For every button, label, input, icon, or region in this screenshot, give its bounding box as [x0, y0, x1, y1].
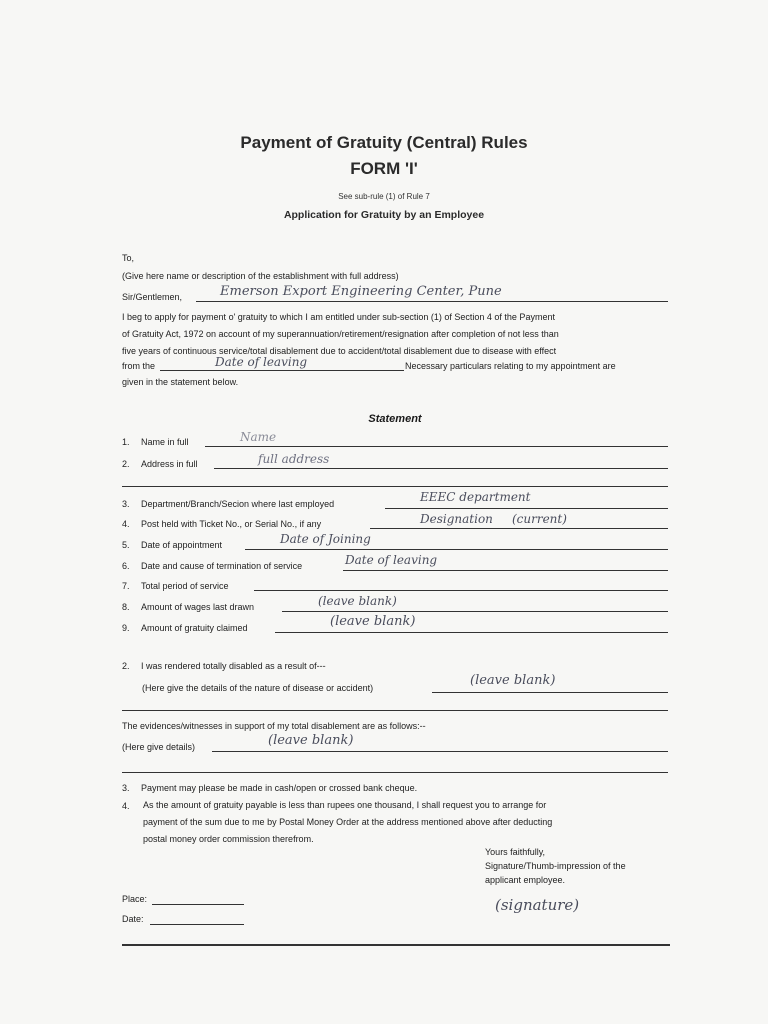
intro-paragraph: [122, 309, 559, 360]
department-value: EEEC department: [420, 490, 531, 504]
closing-item-4-line-3: postal money order commission therefrom.: [143, 834, 314, 844]
statement-item-1: 1. Name in full: [122, 437, 189, 447]
termination-value: Date of leaving: [345, 553, 438, 567]
address-line: [214, 468, 668, 469]
details-value: (leave blank): [268, 733, 354, 748]
disability-line: [432, 692, 668, 693]
post-line: [370, 528, 668, 529]
intro-line-5: given in the statement below.: [122, 377, 239, 387]
department-line: [385, 508, 668, 509]
disability-line-2: (Here give the details of the nature of disease or accident): [142, 683, 374, 693]
after-from-text: Necessary particulars relating to my appointment are: [405, 361, 616, 371]
appointment-line: [245, 549, 668, 550]
intro-line-2: of Gratuity Act, 1972 on account of my superannuation/retirement/resignation after completion of not less than: [122, 329, 559, 339]
statement-item-8: 8. Amount of wages last drawn: [122, 602, 255, 612]
from-label: from the: [122, 361, 156, 371]
disability-line-extra: [122, 710, 668, 711]
appointment-value: Date of Joining: [280, 532, 371, 546]
details-label: (Here give details): [122, 742, 196, 752]
evidence-text: The evidences/witnesses in support of my total disablement are as follows:--: [122, 721, 426, 731]
intro-line-3: five years of continuous service/total disablement due to accident/total disablement due to disease with effect: [122, 346, 557, 356]
establishment-value: Emerson Export Engineering Center, Pune: [220, 284, 502, 299]
establishment-line: [196, 301, 668, 302]
date-label: Date:: [122, 914, 144, 924]
details-line: [212, 751, 668, 752]
sub-rule-note: See sub-rule (1) of Rule 7: [338, 192, 430, 201]
closing-item-4: [143, 797, 552, 848]
form-number: FORM 'I': [350, 159, 418, 178]
closing-item-4-line-1: As the amount of gratuity payable is less than rupees one thousand, I shall request you to arrange for: [143, 800, 547, 810]
disability-value: (leave blank): [470, 673, 556, 688]
form-subtitle: Application for Gratuity by an Employee: [283, 209, 485, 221]
closing-item-4-number: 4.: [122, 801, 130, 811]
statement-item-3: 3. Department/Branch/Secion where last employed: [122, 499, 335, 509]
statement-item-5: 5. Date of appointment: [122, 540, 223, 550]
statement-item-2: 2. Address in full: [122, 459, 198, 469]
signature-label-1: Signature/Thumb-impression of the: [485, 861, 626, 871]
yours-faithfully: Yours faithfully,: [485, 847, 546, 857]
place-line: [152, 904, 244, 905]
to-line: To,: [122, 253, 135, 263]
name-line: [205, 446, 668, 447]
post-value: Designation (current): [420, 512, 567, 526]
from-value: Date of leaving: [215, 355, 308, 369]
address-line-2: [122, 486, 668, 487]
address-value: full address: [258, 452, 330, 466]
gratuity-value: (leave blank): [330, 614, 416, 629]
statement-item-7: 7. Total period of service: [122, 581, 229, 591]
closing-item-4-line-2: payment of the sum due to me by Postal Money Order at the address mentioned above after deducting: [143, 817, 553, 827]
intro-line-1: I beg to apply for payment o' gratuity to which I am entitled under sub-section (1) of Section 4 of the Payment: [122, 312, 555, 322]
closing-item-3: 3. Payment may please be made in cash/open or crossed bank cheque.: [122, 783, 418, 793]
statement-heading: Statement: [368, 413, 422, 425]
statement-item-6: 6. Date and cause of termination of service: [122, 561, 303, 571]
signature-value: (signature): [495, 896, 580, 914]
name-value: Name: [240, 430, 277, 444]
from-line: [160, 370, 404, 371]
gratuity-line: [275, 632, 668, 633]
establishment-instruction: (Give here name or description of the establishment with full address): [122, 271, 399, 281]
wages-line: [282, 611, 668, 612]
salutation: Sir/Gentlemen,: [122, 292, 183, 302]
disability-line-1: 2. I was rendered totally disabled as a result of---: [122, 661, 326, 671]
service-period-line: [254, 590, 668, 591]
wages-value: (leave blank): [318, 594, 397, 608]
signature-label-2: applicant employee.: [485, 875, 566, 885]
statement-item-4: 4. Post held with Ticket No., or Serial No., if any: [122, 519, 322, 529]
form-title: Payment of Gratuity (Central) Rules: [240, 133, 528, 152]
date-line: [150, 924, 244, 925]
statement-item-9: 9. Amount of gratuity claimed: [122, 623, 248, 633]
termination-line: [343, 570, 668, 571]
details-line-extra: [122, 772, 668, 773]
place-label: Place:: [122, 894, 148, 904]
bottom-rule: [122, 944, 670, 946]
